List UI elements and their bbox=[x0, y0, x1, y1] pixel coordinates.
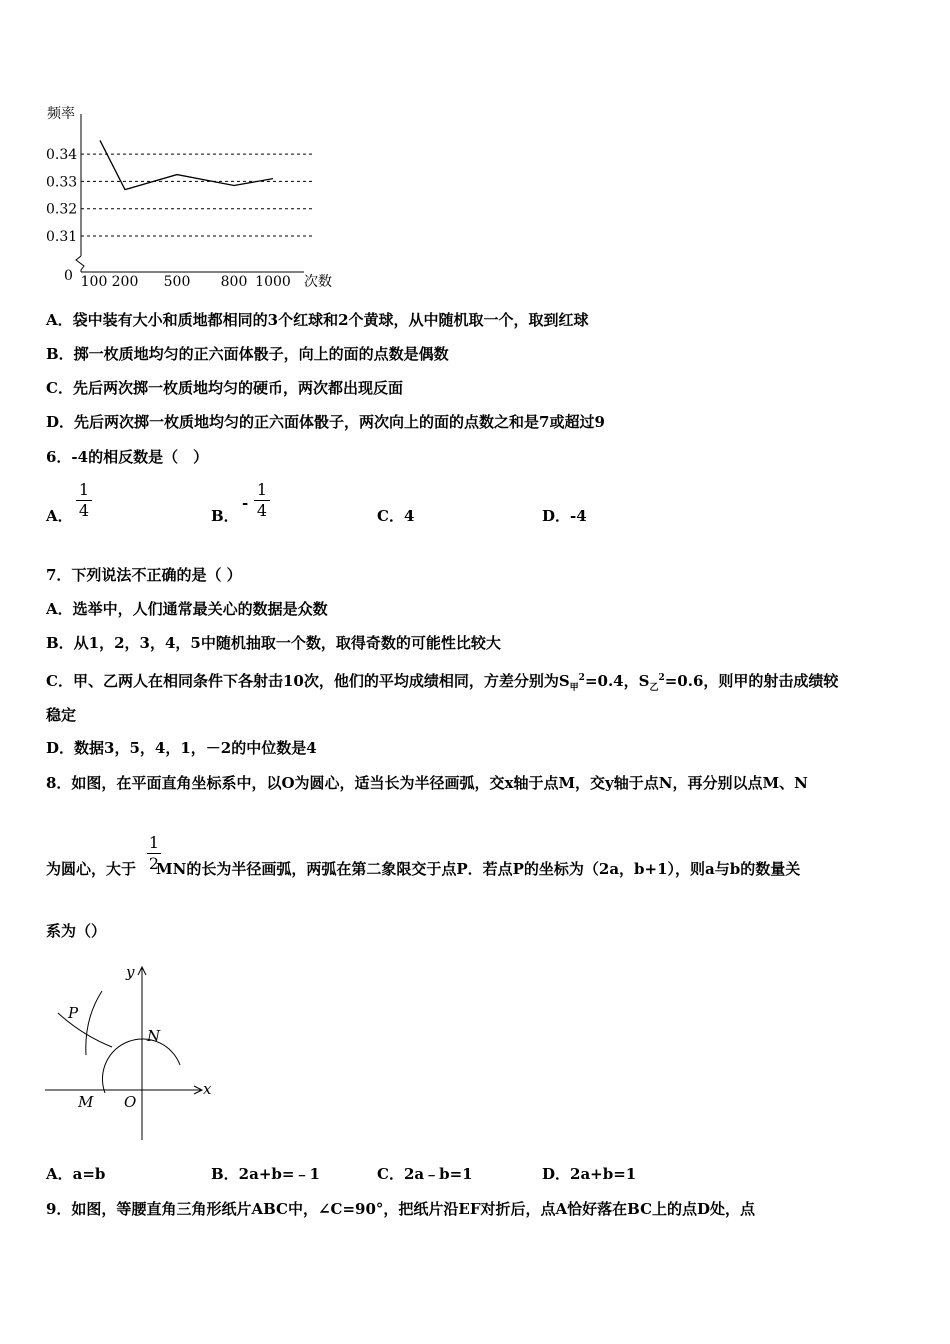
chart-x-tick-label: 800 bbox=[220, 274, 248, 290]
q6-option-d: D．-4 bbox=[542, 507, 587, 525]
q7-option-a: A．选举中，人们通常最关心的数据是众数 bbox=[46, 600, 328, 618]
label-m: M bbox=[78, 1093, 94, 1111]
q8-option-d: D．2a+b=1 bbox=[542, 1165, 637, 1183]
q8-option-b: B．2a+b=﹣1 bbox=[211, 1165, 320, 1183]
q7-c-text-2: =0.4，S bbox=[584, 672, 650, 690]
q5-option-a: A．袋中装有大小和质地都相同的3个红球和2个黄球，从中随机取一个，取到红球 bbox=[46, 311, 589, 329]
q8-stem-line-3: 系为（） bbox=[46, 922, 107, 940]
chart-y-tick-label: 0.34 bbox=[46, 147, 78, 164]
q6-option-a-label: A． bbox=[46, 507, 73, 525]
q7-c-sup-2: 2 bbox=[658, 673, 665, 683]
q7-c-text-3: =0.6，则甲的射击成绩较 bbox=[664, 672, 839, 690]
label-o: O bbox=[124, 1093, 137, 1111]
label-n: N bbox=[147, 1027, 161, 1045]
q7-option-c-continued: 稳定 bbox=[46, 706, 77, 724]
q6-option-b-label: B． bbox=[211, 507, 239, 525]
fraction-denominator: 4 bbox=[256, 501, 268, 520]
q9-stem-line-1: 9．如图，等腰直角三角形纸片ABC中，∠C=90°，把纸片沿EF对折后，点A恰好落在BC上的点D处，点 bbox=[46, 1200, 756, 1218]
fraction-numerator: 1 bbox=[256, 480, 268, 499]
arc-from-m bbox=[58, 1013, 112, 1047]
q6-option-c: C．4 bbox=[377, 507, 415, 525]
chart-x-tick-label: 500 bbox=[163, 274, 191, 290]
q7-option-b: B．从1，2，3，4，5中随机抽取一个数，取得奇数的可能性比较大 bbox=[46, 634, 501, 652]
q5-option-d: D．先后两次掷一枚质地均匀的正六面体骰子，两次向上的面的点数之和是7或超过9 bbox=[46, 413, 605, 431]
chart-series-line bbox=[100, 140, 273, 189]
q8-stem-line-1: 8．如图，在平面直角坐标系中，以O为圆心，适当长为半径画弧，交x轴于点M，交y轴于点N，再分别以点M、N bbox=[46, 774, 808, 792]
label-y: y bbox=[126, 963, 135, 981]
q8-figure bbox=[40, 955, 230, 1145]
chart-y-tick-label: 0.33 bbox=[46, 174, 78, 191]
fraction-denominator: 2 bbox=[148, 854, 160, 873]
fraction-denominator: 4 bbox=[78, 501, 90, 520]
q7-option-c bbox=[46, 668, 838, 698]
q7-c-sub-2: 乙 bbox=[649, 683, 659, 693]
q7-c-sub-1: 甲 bbox=[569, 683, 579, 693]
q6-option-b-fraction bbox=[254, 481, 270, 520]
q6-option-a-fraction bbox=[76, 481, 92, 520]
q7-option-d: D．数据3，5，4，1，－2的中位数是4 bbox=[46, 739, 317, 757]
q8-line2-pre: 为圆心，大于 bbox=[46, 860, 137, 878]
q8-option-c: C．2a﹣b=1 bbox=[377, 1165, 473, 1183]
chart-x-tick-label: 1000 bbox=[255, 274, 291, 290]
chart-axis-break bbox=[76, 256, 84, 272]
chart-xlabel: 次数 bbox=[304, 274, 332, 290]
q7-c-text-1: C．甲、乙两人在相同条件下各射击10次，他们的平均成绩相同，方差分别为S bbox=[46, 672, 570, 690]
chart-y-tick-label: 0.32 bbox=[46, 201, 78, 218]
chart-origin-label: 0 bbox=[64, 268, 73, 284]
fraction-numerator: 1 bbox=[78, 480, 90, 499]
q5-option-b: B．掷一枚质地均匀的正六面体骰子，向上的面的点数是偶数 bbox=[46, 345, 449, 363]
fraction-numerator: 1 bbox=[148, 833, 160, 852]
chart-x-tick-label: 100 bbox=[80, 274, 108, 290]
arc-centered-o bbox=[102, 1039, 180, 1093]
q8-half-fraction bbox=[147, 834, 161, 873]
arc-from-n bbox=[86, 991, 102, 1055]
q5-option-c: C．先后两次掷一枚质地均匀的硬币，两次都出现反面 bbox=[46, 379, 403, 397]
chart-y-tick-label: 0.31 bbox=[46, 229, 78, 245]
chart-ylabel: 频率 bbox=[47, 106, 75, 122]
label-p: P bbox=[68, 1004, 79, 1022]
q6-stem: 6．-4的相反数是（ ） bbox=[46, 448, 209, 466]
q7-c-sup-1: 2 bbox=[578, 673, 585, 683]
label-x: x bbox=[203, 1080, 212, 1098]
q7-stem: 7．下列说法不正确的是（ ） bbox=[46, 566, 242, 584]
q8-line2-post: MN的长为半径画弧，两弧在第二象限交于点P．若点P的坐标为（2a，b+1），则a与b的数量关 bbox=[156, 860, 801, 878]
frequency-chart bbox=[40, 100, 370, 300]
q6-option-b-sign: - bbox=[242, 494, 249, 512]
chart-x-tick-label: 200 bbox=[111, 274, 139, 290]
q8-option-a: A．a=b bbox=[46, 1165, 106, 1183]
